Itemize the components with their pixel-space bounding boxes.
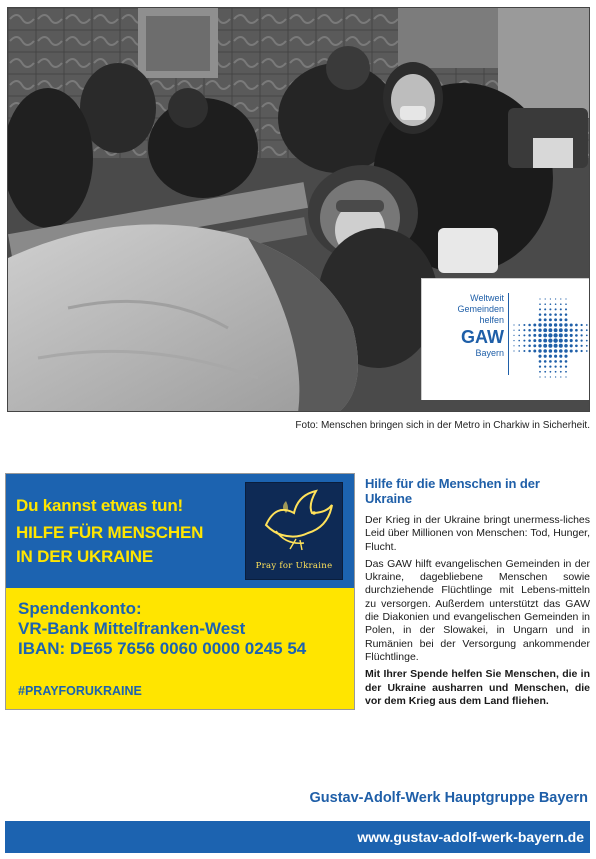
cross-dot	[570, 339, 573, 342]
cross-dot	[513, 324, 514, 325]
gaw-logo	[421, 278, 590, 400]
cross-dot	[554, 313, 557, 316]
cross-dot	[539, 371, 541, 373]
cross-dot	[560, 313, 563, 316]
cross-dot	[570, 329, 573, 332]
hashtag: #PRAYFORUKRAINE	[18, 684, 142, 698]
cross-dot	[539, 318, 542, 321]
cross-dot	[559, 323, 562, 326]
cross-dot	[528, 350, 531, 353]
cross-dot	[565, 318, 568, 321]
cross-dot	[580, 324, 582, 326]
cross-dot	[533, 339, 536, 342]
cross-dot	[528, 324, 531, 327]
cross-dot	[538, 344, 541, 347]
pray-badge-text: Pray for Ukraine	[255, 561, 333, 571]
cross-dot	[533, 329, 536, 332]
pray-for-ukraine-badge	[245, 482, 343, 580]
cross-dot	[538, 334, 541, 337]
cross-dot	[565, 360, 568, 363]
bank-account-details	[18, 599, 306, 659]
gaw-cross-icon	[512, 289, 590, 389]
cross-dot	[538, 339, 541, 342]
article-title: Hilfe für die Menschen in der Ukraine	[365, 476, 540, 506]
cross-dot	[559, 360, 562, 363]
cross-dot	[580, 339, 582, 341]
cross-dot	[554, 323, 557, 326]
cross-dot	[553, 338, 557, 342]
logo-divider	[508, 293, 509, 375]
cross-dot	[548, 344, 552, 348]
cross-dot	[544, 313, 547, 316]
appeal-subheadline-2: IN DER UKRAINE	[16, 547, 153, 566]
cross-dot	[523, 334, 525, 336]
cross-dot	[564, 323, 567, 326]
cross-dot	[554, 344, 558, 348]
article-paragraph-2: Das GAW hilft evangelischen Gemeinden in der Ukraine, dagebliebene Menschen sowie durchziehende Flüchtlinge mit Lebens-mitteln zu versorgen. Außerdem unterstützt das GAW die Diakonien und evangelischen Gemeinden in Polen, in der Slowakei, in Ungarn und in Rumänien bei der Versorgung ankommender Flüchtlinge.	[365, 557, 590, 663]
cross-dot	[554, 360, 557, 363]
cross-dot	[539, 365, 541, 367]
cross-dot	[564, 339, 568, 343]
cross-dot	[565, 298, 566, 299]
cross-dot	[528, 334, 531, 337]
cross-dot	[555, 371, 557, 373]
cross-dot	[539, 298, 540, 299]
cross-dot	[575, 334, 578, 337]
cross-dot	[523, 324, 525, 326]
cross-dot	[553, 333, 557, 337]
cross-dot	[549, 349, 553, 353]
cross-dot	[559, 344, 563, 348]
cross-dot	[528, 329, 531, 332]
cross-dot	[528, 345, 531, 348]
cross-dot	[560, 371, 562, 373]
cross-dot	[580, 334, 582, 336]
cross-dot	[550, 376, 551, 377]
gaw-logo-text	[430, 293, 504, 359]
cross-dot	[513, 330, 514, 331]
cross-dot	[523, 345, 525, 347]
cross-dot	[560, 303, 562, 305]
cross-dot	[570, 349, 573, 352]
article-paragraph-3: Mit Ihrer Spende helfen Sie Menschen, die in der Ukraine ausharren und Menschen, die vor dem Krieg aus dem Land fliehen.	[365, 668, 590, 707]
cross-dot	[580, 345, 582, 347]
cross-dot	[550, 371, 552, 373]
cross-dot	[549, 355, 552, 358]
cross-dot	[586, 340, 588, 342]
cross-dot	[538, 329, 541, 332]
cross-dot	[543, 333, 547, 337]
cross-dot	[560, 365, 562, 367]
cross-dot	[544, 365, 546, 367]
cross-dot	[523, 329, 525, 331]
cross-dot	[554, 328, 558, 332]
cross-dot	[555, 298, 556, 299]
cross-dot	[533, 344, 536, 347]
cross-dot	[549, 360, 552, 363]
cross-dot	[544, 355, 547, 358]
cross-dot	[518, 324, 520, 326]
cross-dot	[586, 324, 588, 326]
cross-dot	[513, 340, 514, 341]
cross-dot	[586, 329, 588, 331]
cross-dot	[513, 335, 514, 336]
cross-dot	[543, 344, 547, 348]
cross-dot	[544, 318, 547, 321]
cross-dot	[539, 376, 540, 377]
cross-dot	[564, 355, 567, 358]
cross-dot	[543, 339, 547, 343]
cross-dot	[513, 350, 514, 351]
iban: IBAN: DE65 7656 0060 0000 0245 54	[18, 639, 307, 658]
cross-dot	[518, 350, 520, 352]
cross-dot	[564, 328, 568, 332]
cross-dot	[580, 350, 582, 352]
photo-caption: Foto: Menschen bringen sich in der Metro in Charkiw in Sicherheit.	[295, 420, 590, 431]
cross-dot	[565, 365, 567, 367]
cross-dot	[545, 376, 546, 377]
cross-dot	[550, 303, 552, 305]
cross-dot	[559, 355, 562, 358]
cross-dot	[570, 344, 573, 347]
article	[365, 476, 590, 712]
cross-dot	[518, 329, 520, 331]
cross-dot	[565, 308, 567, 310]
cross-dot	[518, 345, 520, 347]
cross-dot	[575, 344, 578, 347]
cross-dot	[544, 371, 546, 373]
bank-name: VR-Bank Mittelfranken-West	[18, 619, 246, 638]
cross-dot	[575, 329, 578, 332]
cross-dot	[559, 318, 562, 321]
cross-dot	[564, 349, 568, 353]
cross-dot	[570, 334, 573, 337]
cross-dot	[539, 313, 542, 316]
appeal-blue-panel	[6, 474, 354, 588]
cross-dot	[544, 303, 546, 305]
cross-dot	[586, 335, 588, 337]
cross-dot	[555, 303, 557, 305]
cross-dot	[543, 349, 547, 353]
cross-dot	[513, 345, 514, 346]
cross-dot	[533, 350, 536, 353]
cross-dot	[565, 376, 566, 377]
account-label: Spendenkonto:	[18, 599, 142, 618]
cross-dot	[560, 298, 561, 299]
cross-dot	[518, 340, 520, 342]
cross-dot	[549, 365, 551, 367]
cross-dot	[580, 329, 582, 331]
cross-dot	[559, 339, 563, 343]
cross-dot	[554, 318, 557, 321]
cross-dot	[559, 328, 563, 332]
cross-dot	[554, 365, 556, 367]
cross-dot	[554, 349, 558, 353]
cross-dot	[560, 308, 562, 310]
cross-dot	[518, 335, 520, 337]
cross-dot	[545, 298, 546, 299]
article-paragraph-1: Der Krieg in der Ukraine bringt unermess-liches Leid über Millionen von Menschen: Tod, Hunger, Flucht.	[365, 514, 590, 553]
cross-dot	[544, 308, 546, 310]
cross-dot	[539, 303, 541, 305]
cross-dot	[565, 303, 567, 305]
cross-dot	[575, 350, 578, 353]
cross-dot	[560, 376, 561, 377]
cross-dot	[575, 339, 578, 342]
cross-dot	[533, 334, 536, 337]
cross-dot	[550, 298, 551, 299]
donation-appeal-box	[5, 473, 355, 710]
organization-name: Gustav-Adolf-Werk Hauptgruppe Bayern	[309, 790, 588, 806]
cross-dot	[549, 323, 552, 326]
cross-dot	[538, 349, 541, 352]
cross-dot	[544, 323, 547, 326]
cross-dot	[565, 313, 568, 316]
cross-dot	[548, 333, 552, 337]
cross-dot	[523, 340, 525, 342]
cross-dot	[555, 308, 557, 310]
logo-region: Bayern	[475, 348, 504, 358]
footer-bar	[5, 821, 590, 853]
cross-dot	[586, 345, 588, 347]
cross-dot	[575, 324, 578, 327]
cross-dot	[565, 371, 567, 373]
cross-dot	[554, 355, 557, 358]
appeal-subheadline-1: HILFE FÜR MENSCHEN	[16, 523, 204, 542]
appeal-headline: Du kannst etwas tun!	[16, 496, 183, 515]
cross-dot	[539, 360, 542, 363]
cross-dot	[559, 333, 563, 337]
dove-icon	[246, 483, 344, 561]
cross-dot	[538, 323, 541, 326]
logo-line-1: Weltweit	[470, 293, 504, 303]
cross-dot	[528, 339, 531, 342]
metro-photo	[7, 7, 590, 412]
cross-dot	[549, 308, 551, 310]
cross-dot	[549, 313, 552, 316]
cross-dot	[564, 334, 568, 338]
appeal-subheadline	[16, 521, 236, 569]
cross-dot	[544, 360, 547, 363]
cross-dot	[570, 323, 573, 326]
cross-dot	[548, 338, 552, 342]
cross-dot	[523, 350, 525, 352]
cross-dot	[548, 328, 552, 332]
logo-acronym: GAW	[461, 327, 504, 347]
logo-line-3: helfen	[479, 315, 504, 325]
cross-dot	[559, 349, 563, 353]
logo-line-2: Gemeinden	[457, 304, 504, 314]
cross-dot	[564, 344, 568, 348]
website-link[interactable]: www.gustav-adolf-werk-bayern.de	[357, 829, 584, 845]
cross-dot	[586, 350, 588, 352]
cross-dot	[539, 308, 541, 310]
cross-dot	[549, 318, 552, 321]
cross-dot	[543, 328, 547, 332]
cross-dot	[555, 376, 556, 377]
cross-dot	[533, 324, 536, 327]
cross-dot	[538, 355, 541, 358]
